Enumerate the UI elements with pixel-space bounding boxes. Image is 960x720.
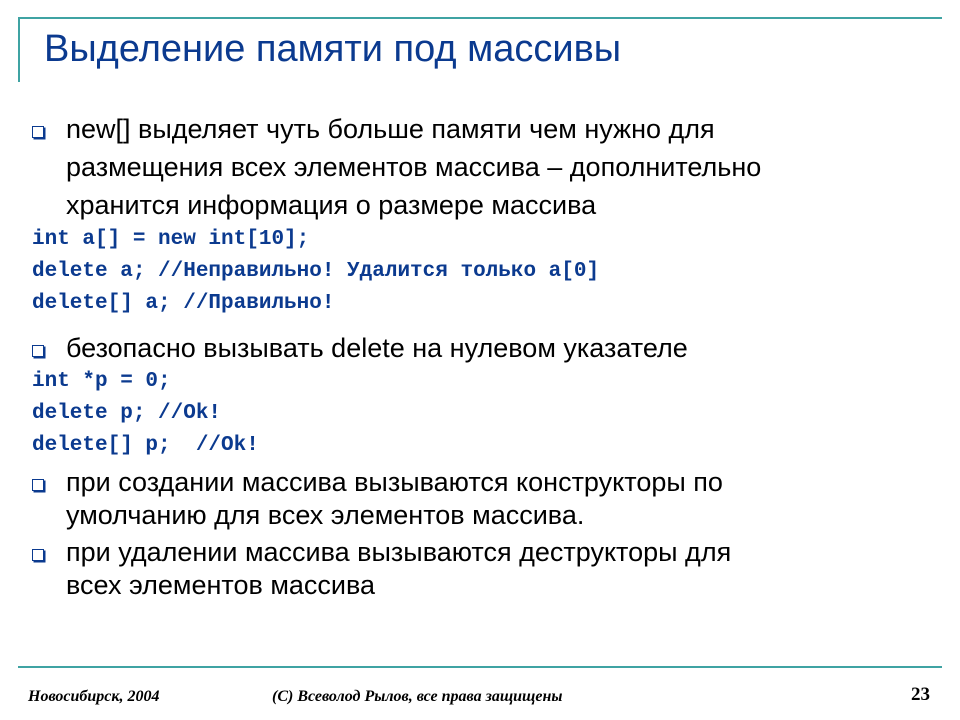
- code-line: delete[] p; //Ok!: [32, 434, 259, 457]
- code-block-1: [32, 224, 599, 320]
- bullet-text-3: при создании массива вызываются конструкторы по умолчанию для всех элементов массива.: [66, 467, 723, 530]
- code-line: int a[] = new int[10];: [32, 228, 310, 251]
- slide-frame-left-line: [18, 17, 20, 82]
- hollow-square-bullet-icon: [32, 549, 44, 561]
- code-line: delete p; //Ok!: [32, 402, 222, 425]
- code-line: int *p = 0;: [32, 370, 171, 393]
- bullet-text-4: при удалении массива вызываются деструкторы для всех элементов массива: [66, 537, 732, 600]
- code-block-2: [32, 366, 259, 462]
- bullet-text-1: new[] выделяет чуть больше памяти чем нужно для размещения всех элементов массива – дополнительно хранится информация о размере массива: [66, 114, 762, 220]
- bullet-text-2: безопасно вызывать delete на нулевом указателе: [66, 333, 688, 363]
- footer-location-year: Новосибирск, 2004: [28, 688, 160, 705]
- hollow-square-bullet-icon: [32, 479, 44, 491]
- hollow-square-bullet-icon: [32, 345, 44, 357]
- slide-frame-top-line: [18, 17, 942, 19]
- slide-title: Выделение памяти под массивы: [44, 28, 622, 70]
- page-number: 23: [911, 684, 930, 705]
- bullet-item-3: [30, 466, 930, 532]
- bullet-item-4: [30, 536, 930, 602]
- bullet-item-2: [30, 329, 930, 367]
- hollow-square-bullet-icon: [32, 126, 44, 138]
- code-line: delete[] a; //Правильно!: [32, 292, 335, 315]
- slide-frame-bottom-line: [18, 666, 942, 668]
- bullet-item-1: [30, 110, 930, 224]
- footer-copyright: (C) Всеволод Рылов, все права защищены: [272, 688, 563, 705]
- code-line: delete a; //Неправильно! Удалится только a[0]: [32, 260, 600, 283]
